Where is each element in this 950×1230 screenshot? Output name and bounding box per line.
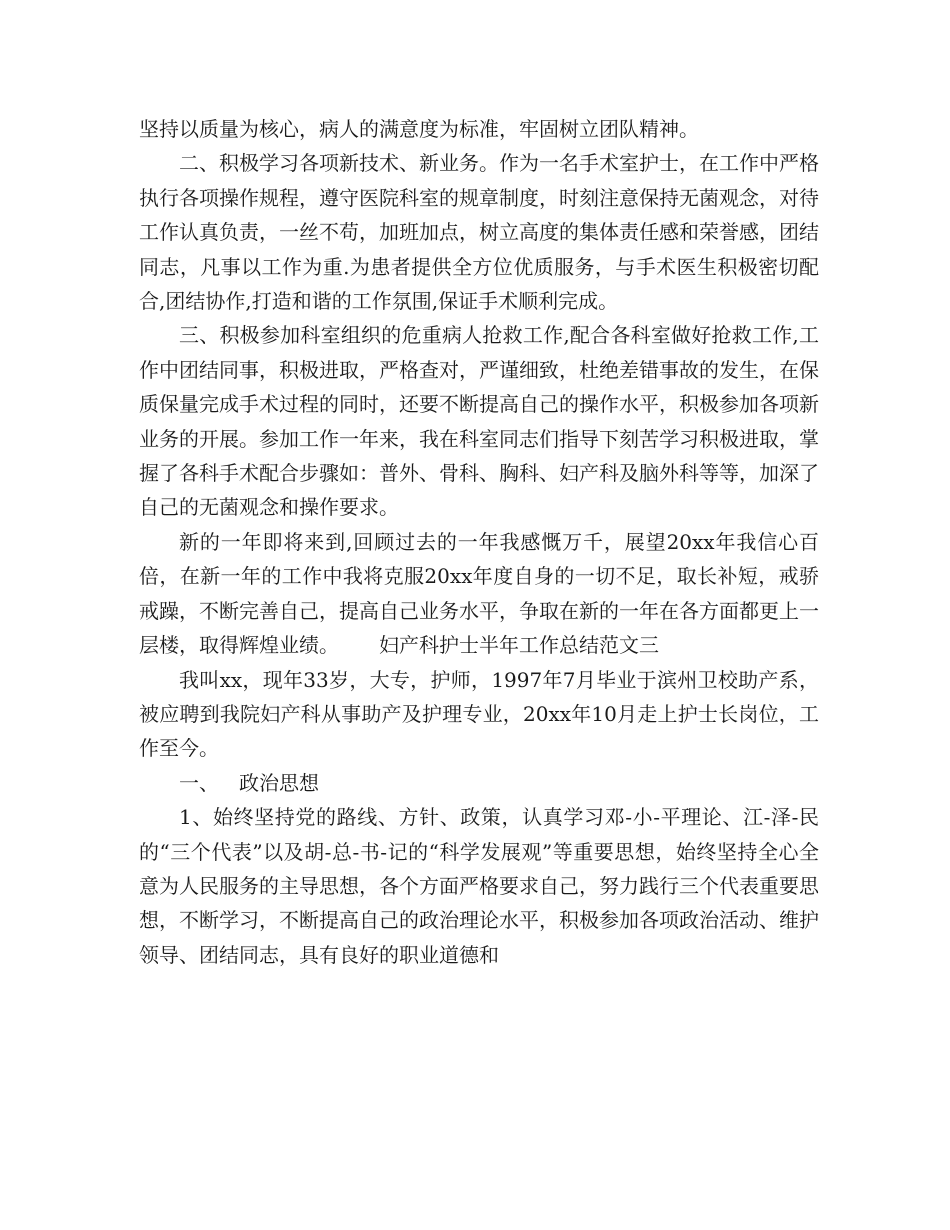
paragraph-1: 坚持以质量为核心，病人的满意度为标准，牢固树立团队精神。 [139,117,699,141]
paragraph-7: 1、始终坚持党的路线、方针、政策，认真学习邓-小-平理论、江-泽-民的“三个代表”以及胡-总-书-记的“科学发展观”等重要思想，始终坚持全心全意为人民服务的主导思想，各个方面严格要求自己，努力践行三个代表重要思想，不断学习，不断提高自己的政治理论水平，积极参加各项政治活动、维护领导、团结同志，具有良好的职业道德和 [139,805,819,967]
paragraph-4-text: 新的一年即将来到,回顾过去的一年我感慨万千，展望20xx年我信心百倍，在新一年的工作中我将克服20xx年度自身的一切不足，取长补短，戒骄戒躁，不断完善自己，提高自己业务水平，争取在新的一年在各方面都更上一层楼，取得辉煌业绩。 [139,529,819,658]
paragraph-5: 我叫xx，现年33岁，大专，护师，1997年7月毕业于滨州卫校助产系，被应聘到我院妇产科从事助产及护理专业，20xx年10月走上护士长岗位，工作至今。 [139,667,819,761]
section-title: 政治思想 [239,770,319,795]
section-heading: 妇产科护士半年工作总结范文三 [379,633,659,658]
paragraph-2: 二、积极学习各项新技术、新业务。作为一名手术室护士，在工作中严格执行各项操作规程，遵守医院科室的规章制度，时刻注意保持无菌观念，对待工作认真负责，一丝不苟，加班加点，树立高度的集体责任感和荣誉感，团结同志，凡事以工作为重.为患者提供全方位优质服务，与手术医生积极密切配合,团结协作,打造和谐的工作氛围,保证手术顺利完成。 [139,151,819,314]
paragraph-4 [139,525,819,663]
section-number: 一、 [179,770,219,795]
paragraph-6 [139,766,819,800]
paragraph-3: 三、积极参加科室组织的危重病人抢救工作,配合各科室做好抢救工作,工作中团结同事，积极进取，严格查对，严谨细致，杜绝差错事故的发生，在保质保量完成手术过程的同时，还要不断提高自己的操作水平，积极参加各项新业务的开展。参加工作一年来，我在科室同志们指导下刻苦学习积极进取，掌握了各科手术配合步骤如：普外、骨科、胸科、妇产科及脑外科等等，加深了自己的无菌观念和操作要求。 [139,323,819,520]
document-page [139,112,819,972]
